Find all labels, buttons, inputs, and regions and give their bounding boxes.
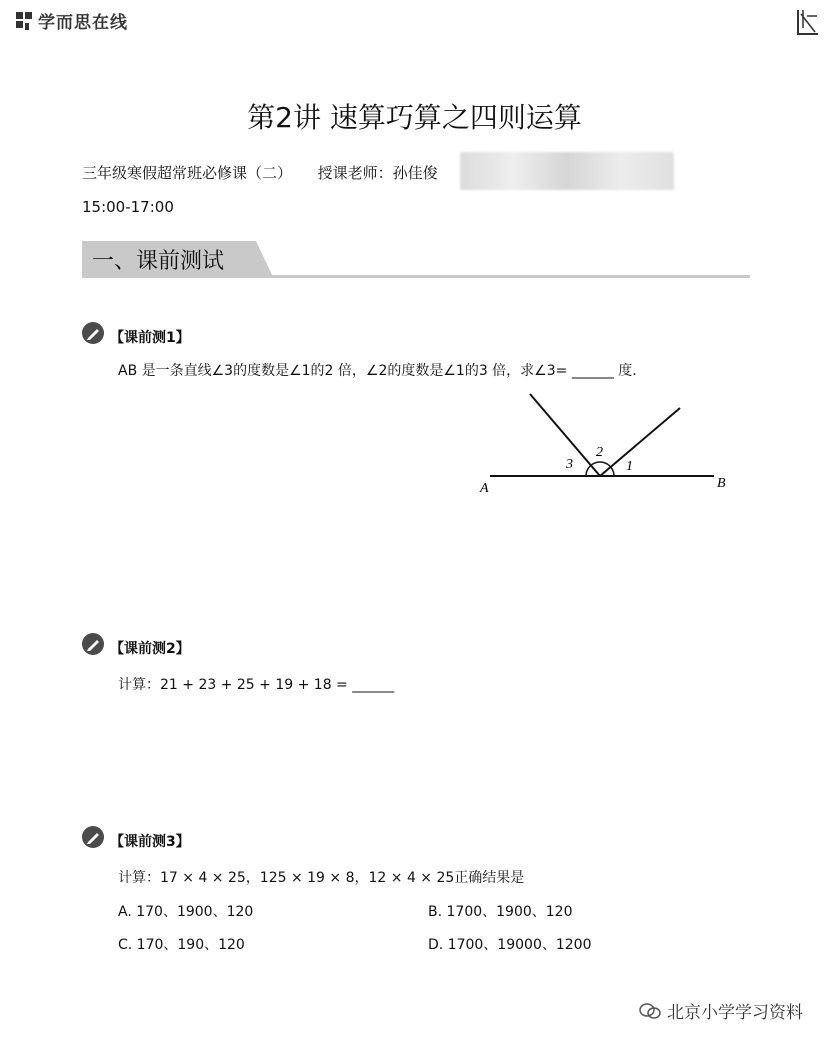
footer-text: 北京小学学习资料 [667,1003,803,1023]
logo-mark-icon [14,10,34,32]
label-angle-1: 1 [626,459,633,474]
pencil-icon [82,633,104,655]
logo-text: 学而思在线 [38,13,128,33]
label-angle-3: 3 [566,457,573,472]
ray-right [600,408,680,476]
question-label: 【课前测1】 [110,330,190,346]
teacher-name: 授课老师：孙佳俊 [317,164,438,182]
ray-left [530,394,600,476]
question-text: 计算：17 × 4 × 25，125 × 19 × 8，12 × 4 × 25正确结果是 [118,870,525,886]
pencil-icon [82,826,104,848]
angle-diagram [470,386,740,496]
section-header [82,241,750,279]
pencil-icon [82,322,104,344]
corner-ruler-icon [795,6,821,38]
label-angle-2: 2 [596,445,603,460]
option-a: A. 170、1900、120 [118,904,254,920]
question-text: 计算：21 + 23 + 25 + 19 + 18 = ______ [118,677,395,693]
footer-watermark [639,998,803,1023]
label-b: B [717,476,726,491]
wechat-icon [639,1002,661,1020]
course-info [82,162,438,183]
label-a: A [480,481,489,496]
option-d: D. 1700、19000、1200 [428,937,592,953]
course-name: 三年级寒假超常班必修课（二） [82,164,293,182]
section-title: 一、课前测试 [92,249,225,274]
option-b: B. 1700、1900、120 [428,904,573,920]
question-label: 【课前测3】 [110,834,190,850]
page-title: 第2讲 速算巧算之四则运算 [247,101,582,134]
question-label: 【课前测2】 [110,641,190,657]
redacted-region [460,152,674,190]
option-c: C. 170、190、120 [118,937,245,953]
question-text: AB 是一条直线∠3的度数是∠1的2 倍，∠2的度数是∠1的3 倍，求∠3= ______ 度. [118,363,637,379]
class-time: 15:00-17:00 [82,198,174,216]
brand-logo [14,8,128,33]
